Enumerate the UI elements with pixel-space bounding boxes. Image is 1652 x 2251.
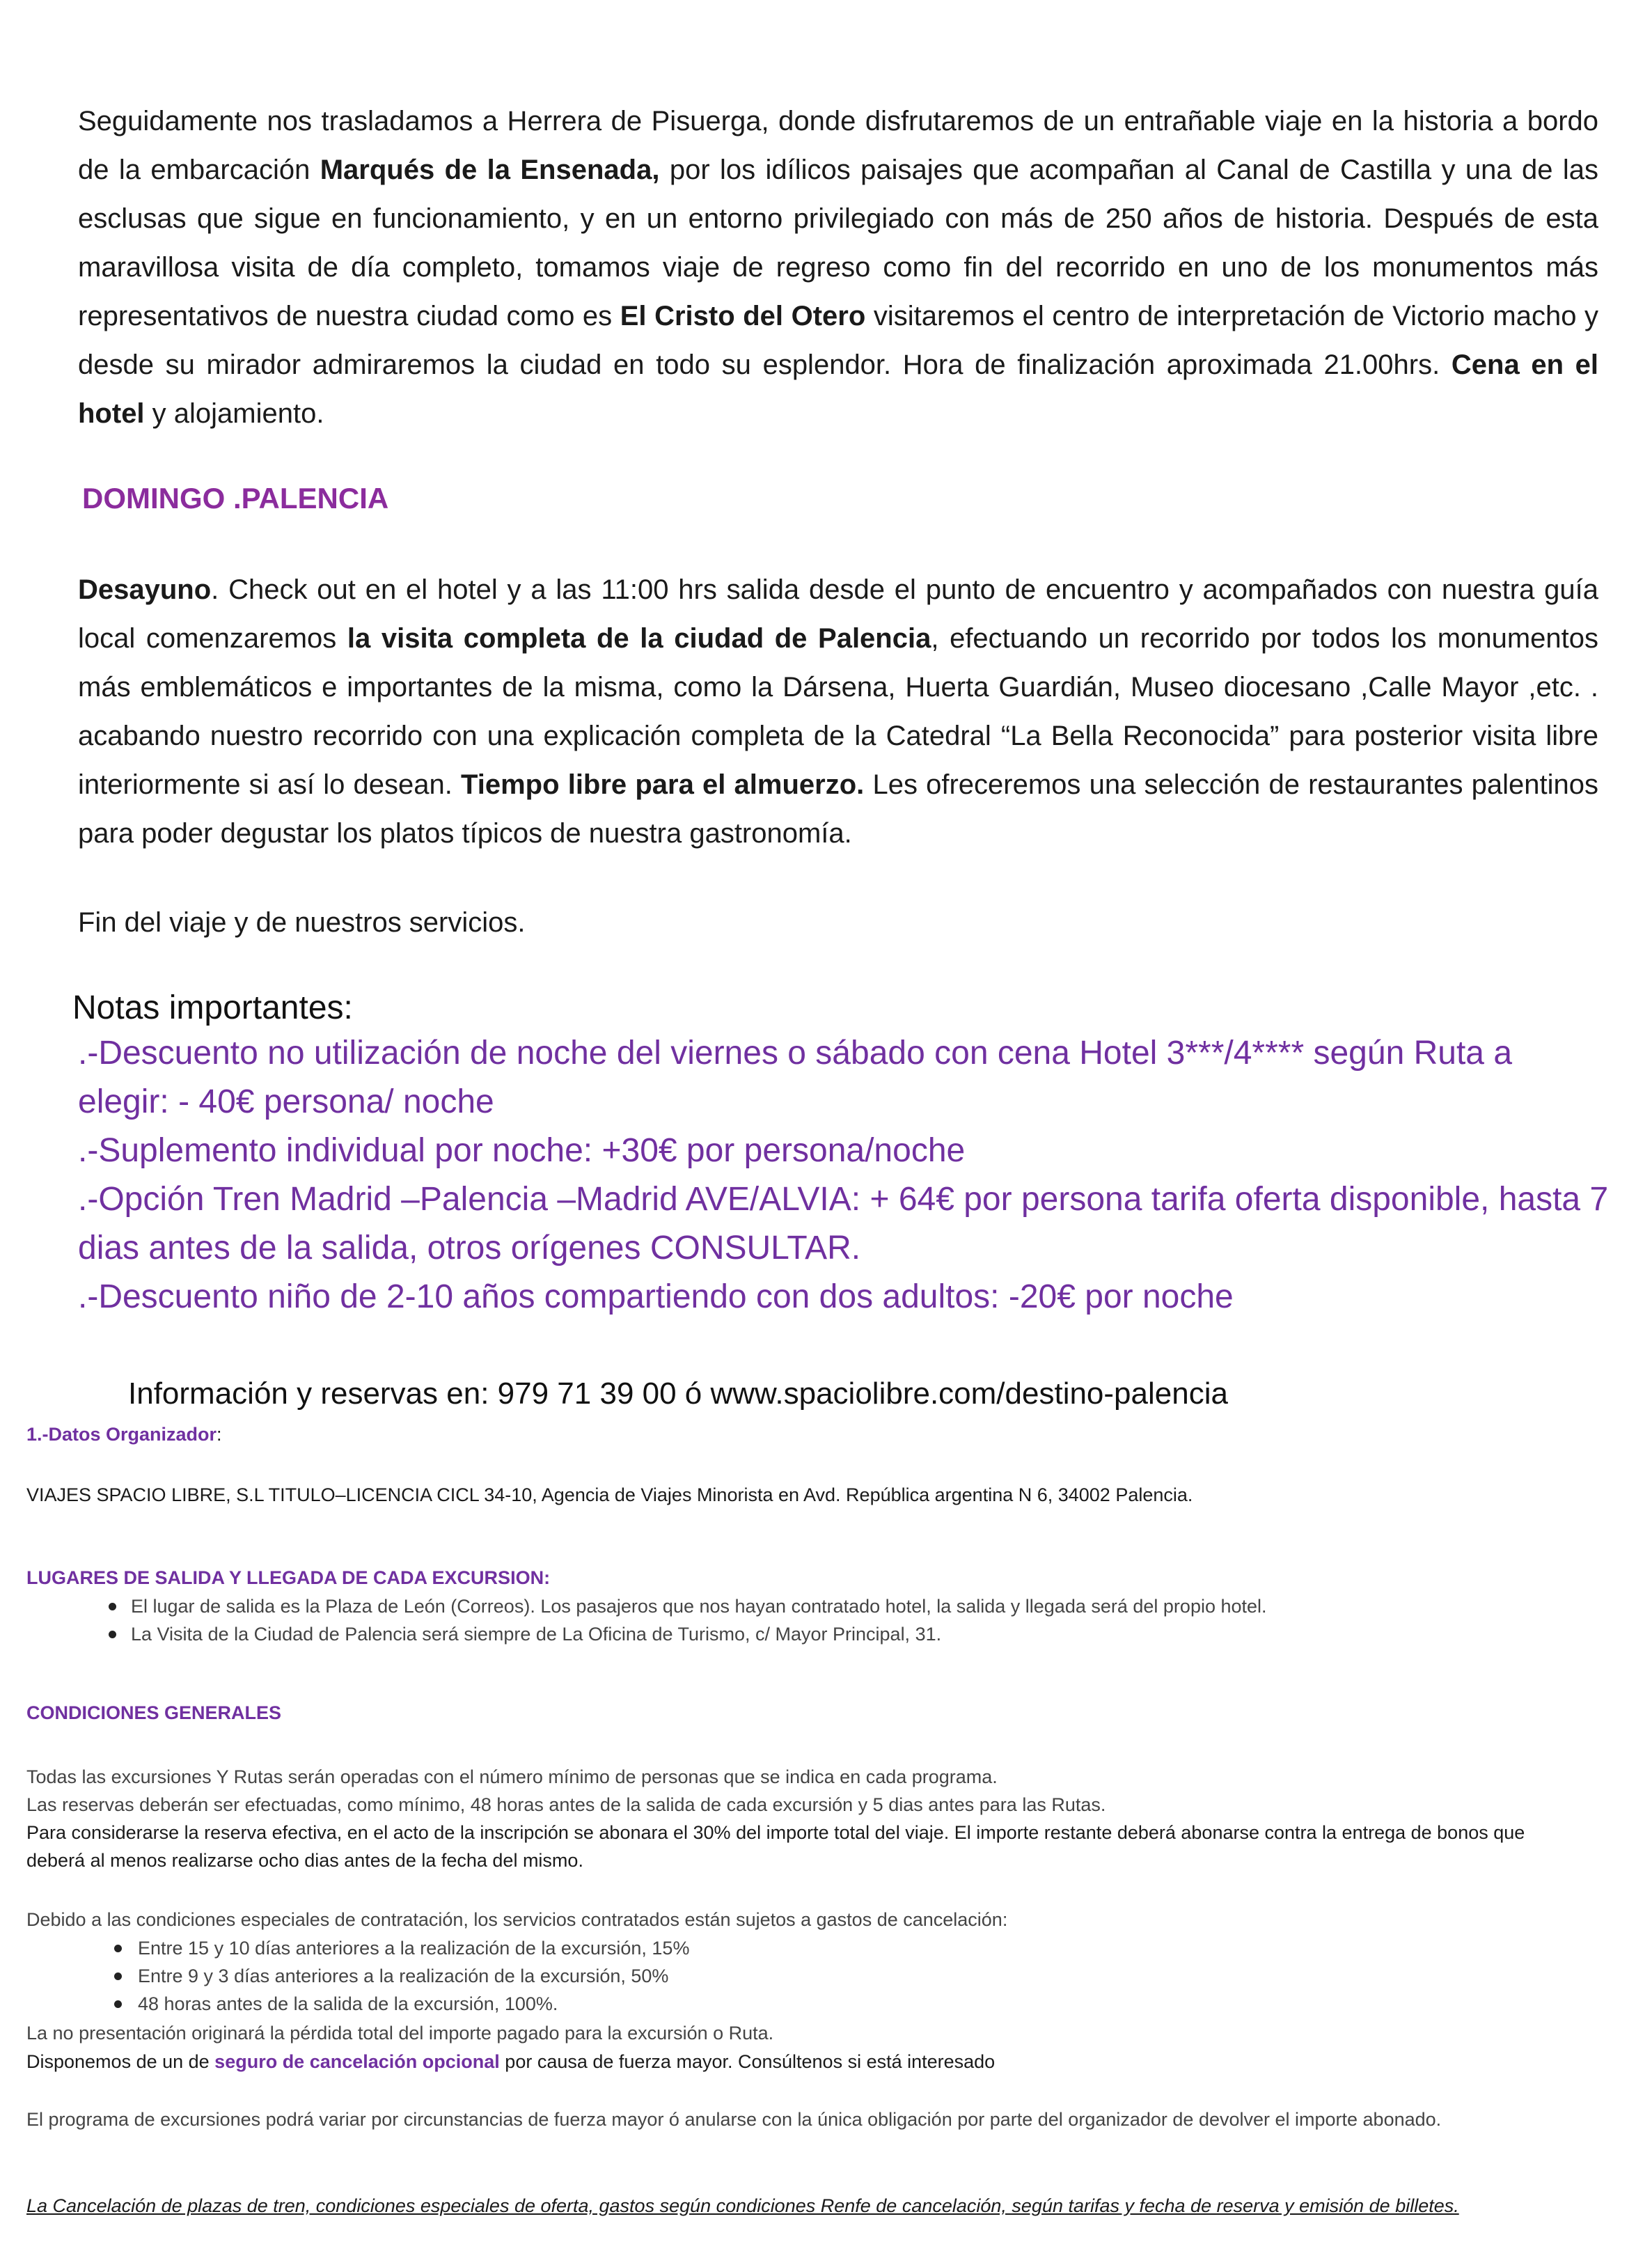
- list-item: Entre 15 y 10 días anteriores a la realización de la excursión, 15%: [26, 1934, 1593, 1962]
- intro-text: por los idílicos paisajes que acompañan al Canal de Castilla y una de las esclusas que sigue en funcionamiento, y en un entorno privilegiado con más de 250 años de historia. Después de esta maravillosa visita de día completo, tomamos viaje de regreso como fin del recorrido en uno de los monumentos más representativos de nuestra ciudad como es: [78, 155, 1598, 331]
- list-item: El lugar de salida es la Plaza de León (Correos). Los pasajeros que nos hayan contratado hotel, la salida y llegada será del propio hotel.: [26, 1592, 1593, 1620]
- organizer-title: 1.-Datos Organizador: [26, 1424, 217, 1445]
- cond-line: Para considerarse la reserva efectiva, en el acto de la inscripción se abonara el 30% del importe total del viaje. El importe restante deberá abonarse contra la entrega de bonos que deberá al menos realizarse ocho dias antes de la fecha del mismo.: [26, 1822, 1525, 1871]
- condiciones-title: CONDICIONES GENERALES: [26, 1702, 282, 1723]
- list-item: 48 horas antes de la salida de la excursión, 100%.: [26, 1990, 1593, 2018]
- boat-name: Marqués de la Ensenada,: [320, 155, 660, 185]
- list-item: La Visita de la Ciudad de Palencia será siempre de La Oficina de Turismo, c/ Mayor Principal, 31.: [26, 1620, 1593, 1648]
- cond-line-insurance: [26, 2048, 1600, 2076]
- cristo-otero: El Cristo del Otero: [620, 301, 866, 331]
- end-of-trip: Fin del viaje y de nuestros servicios.: [78, 907, 526, 938]
- domingo-paragraph: [78, 565, 1598, 858]
- domingo-text: Les ofreceremos una selección de restaurantes palentinos para poder degustar los platos típicos de nuestra gastronomía.: [78, 769, 1598, 849]
- list-item: Entre 9 y 3 días anteriores a la realización de la excursión, 50%: [26, 1962, 1593, 1990]
- notes-list: [78, 1029, 1609, 1321]
- notes-title: Notas importantes:: [72, 989, 353, 1026]
- cond-line: Debido a las condiciones especiales de contratación, los servicios contratados están sujetos a gastos de cancelación:: [26, 1909, 1008, 1930]
- cond-line: La no presentación originará la pérdida total del importe pagado para la excursión o Ruta.: [26, 2023, 774, 2044]
- note-line: .-Suplemento individual por noche: +30€ por persona/noche: [78, 1132, 966, 1169]
- section-heading-domingo: DOMINGO .PALENCIA: [82, 482, 389, 515]
- cond-line: Todas las excursiones Y Rutas serán operadas con el número mínimo de personas que se indica en cada programa.: [26, 1766, 998, 1787]
- organizer-title-line: [26, 1420, 222, 1448]
- dinner-hotel: Cena en el hotel: [78, 350, 1599, 429]
- intro-text: y alojamiento.: [144, 398, 324, 429]
- note-line: .-Descuento niño de 2-10 años compartiendo con dos adultos: -20€ por noche: [78, 1278, 1234, 1315]
- note-line: elegir: - 40€ persona/ noche: [78, 1083, 494, 1120]
- organizer-text: VIAJES SPACIO LIBRE, S.L TITULO–LICENCIA CICL 34-10, Agencia de Viajes Minorista en Avd. República argentina N 6, 34002 Palencia.: [26, 1484, 1193, 1505]
- cond-line: Las reservas deberán ser efectuadas, como mínimo, 48 horas antes de la salida de cada excursión y 5 dias antes para las Rutas.: [26, 1794, 1106, 1815]
- lugares-list: [26, 1592, 1593, 1648]
- cond-text: por causa de fuerza mayor. Consúltenos si está interesado: [499, 2051, 996, 2072]
- lugares-title: LUGARES DE SALIDA Y LLEGADA DE CADA EXCURSION:: [26, 1567, 551, 1588]
- intro-text: visitaremos el centro de interpretación de Victorio macho y desde su mirador admiraremos la ciudad en todo su esplendor. Hora de finalización aproximada 21.00hrs.: [78, 301, 1599, 380]
- note-line: .-Opción Tren Madrid –Palencia –Madrid AVE/ALVIA: + 64€ por persona tarifa oferta disponible, hasta 7: [78, 1181, 1609, 1218]
- cond-text: Disponemos de un de: [26, 2051, 215, 2072]
- domingo-text: , efectuando un recorrido por todos los monumentos más emblemáticos e importantes de la misma, como la Dársena, Huerta Guardián, Museo diocesano ,Calle Mayor ,etc. . acabando nuestro recorrido con una explicación completa de la Catedral “La Bella Reconocida” para posterior visita libre interiormente si así lo desean.: [78, 623, 1598, 800]
- breakfast: Desayuno: [78, 574, 212, 605]
- free-time: Tiempo libre para el almuerzo.: [461, 769, 865, 800]
- info-reservations: Información y reservas en: 979 71 39 00 ó www.spaciolibre.com/destino-palencia: [128, 1377, 1228, 1411]
- intro-paragraph: [78, 97, 1598, 438]
- intro-text: Seguidamente nos trasladamos a Herrera de Pisuerga, donde disfrutaremos de un entrañable viaje en la historia a bordo de la embarcación: [78, 106, 1598, 185]
- cond-line: El programa de excursiones podrá variar por circunstancias de fuerza mayor ó anularse con la única obligación por parte del organizador de devolver el importe abonado.: [26, 2109, 1442, 2130]
- note-line: .-Descuento no utilización de noche del viernes o sábado con cena Hotel 3***/4**** según Ruta a: [78, 1035, 1513, 1072]
- cond-line-train: La Cancelación de plazas de tren, condiciones especiales de oferta, gastos según condiciones Renfe de cancelación, según tarifas y fecha de reserva y emisión de billetes.: [26, 2195, 1459, 2216]
- colon: :: [217, 1424, 222, 1445]
- note-line: dias antes de la salida, otros orígenes CONSULTAR.: [78, 1230, 861, 1266]
- city-visit: la visita completa de la ciudad de Palencia: [347, 623, 931, 654]
- domingo-text: . Check out en el hotel y a las 11:00 hrs salida desde el punto de encuentro y acompañados con nuestra guía local comenzaremos: [78, 574, 1598, 654]
- insurance-link-text: seguro de cancelación opcional: [214, 2051, 500, 2072]
- cancel-list: [26, 1934, 1593, 2018]
